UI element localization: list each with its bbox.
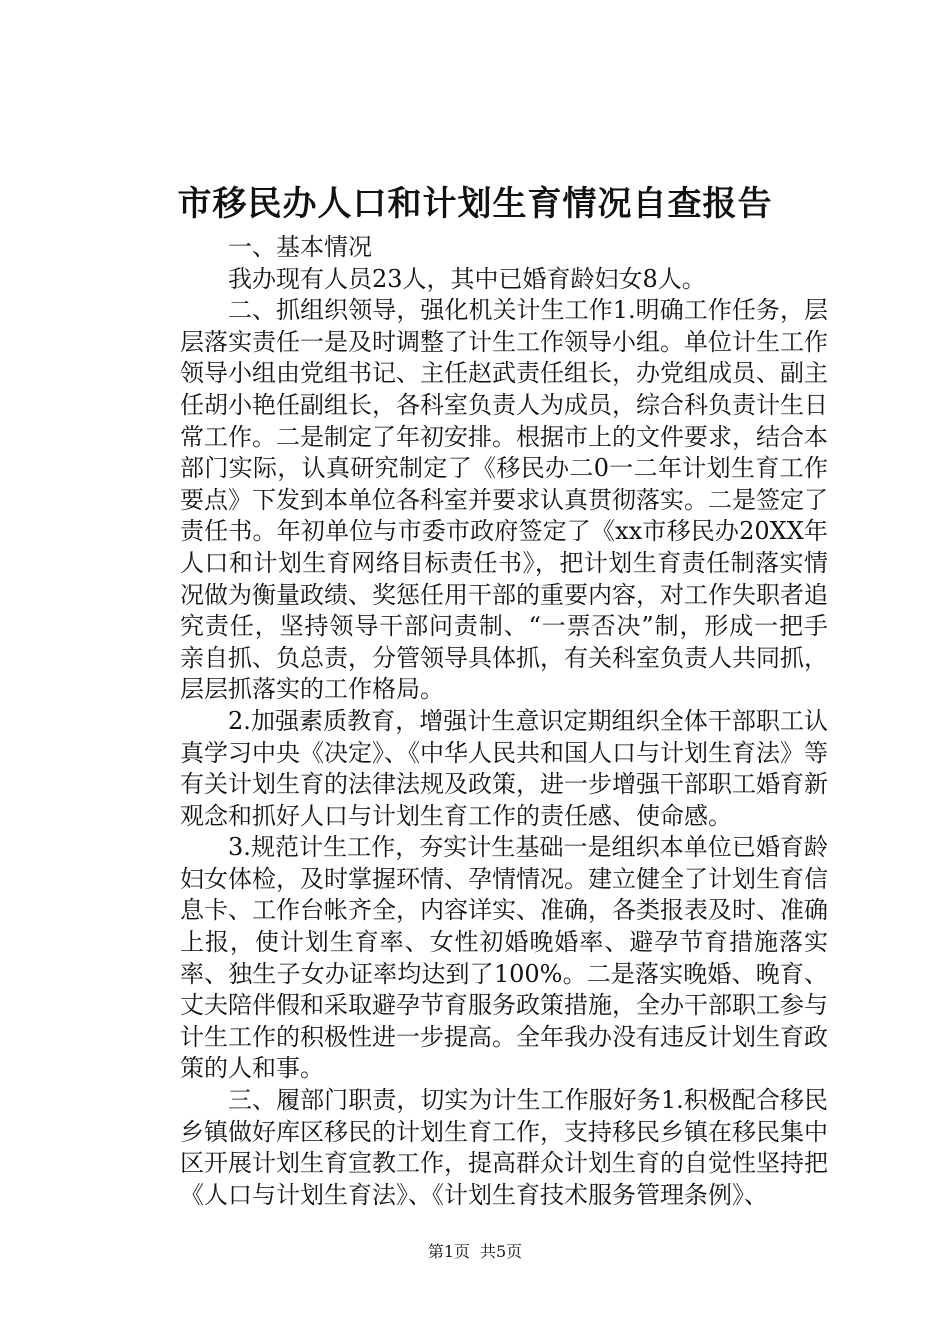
- document-title: 市移民办人口和计划生育情况自查报告: [177, 184, 773, 224]
- section-heading-basic-info: 一、基本情况: [228, 233, 372, 261]
- page-total: 共5页: [480, 1242, 523, 1261]
- paragraph-organization-leadership: 二、抓组织领导，强化机关计生工作1.明确工作任务，层层落实责任一是及时调整了计生工作领导小组。单位计生工作领导小组由党组书记、主任赵武责任组长，办党组成员、副主任胡小艳任副组长，各科室负责人为成员，综合科负责计生日常工作。二是制定了年初安排。根据市上的文件要求，结合本部门实际，认真研究制定了《移民办二0一二年计划生育工作要点》下发到本单位各科室并要求认真贯彻落实。二是签定了责任书。年初单位与市委市政府签定了《xx市移民办20XX年人口和计划生育网络目标责任书》，把计划生育责任制落实情况做为衡量政绩、奖惩任用干部的重要内容，对工作失职者追究责任，坚持领导干部问责制、“一票否决”制，形成一把手亲自抓、负总责，分管领导具体抓，有关科室负责人共同抓，层层抓落实的工作格局。: [180, 296, 828, 704]
- paragraph-staff-count: 我办现有人员23人，其中已婚育龄妇女8人。: [228, 264, 706, 293]
- paragraph-department-duties: 三、履部门职责，切实为计生工作服好务1.积极配合移民乡镇做好库区移民的计划生育工作，支持移民乡镇在移民集中区开展计划生育宣教工作，提高群众计划生育的自觉性坚持把《人口与计划生育法》、《计划生育技术服务管理条例》、: [180, 1086, 828, 1209]
- paragraph-quality-education: 2.加强素质教育，增强计生意识定期组织全体干部职工认真学习中央《决定》、《中华人民共和国人口与计划生育法》等有关计划生育的法律法规及政策，进一步增强干部职工婚育新观念和抓好人口与计划生育工作的责任感、使命感。: [180, 706, 828, 830]
- page-footer: [0, 1240, 950, 1264]
- document-body: [180, 232, 828, 1211]
- paragraph-standardize-work: 3.规范计生工作，夯实计生基础一是组织本单位已婚育龄妇女体检，及时掌握环情、孕情情况。建立健全了计划生育信息卡、工作台帐齐全，内容详实、准确，各类报表及时、准确上报，使计划生育率、女性初婚晚婚率、避孕节育措施落实率、独生子女办证率均达到了100%。二是落实晚婚、晚育、丈夫陪伴假和采取避孕节育服务政策措施，全办干部职工参与计生工作的积极性进一步提高。全年我办没有违反计划生育政策的人和事。: [180, 833, 828, 1083]
- page-number: 第1页: [427, 1242, 470, 1261]
